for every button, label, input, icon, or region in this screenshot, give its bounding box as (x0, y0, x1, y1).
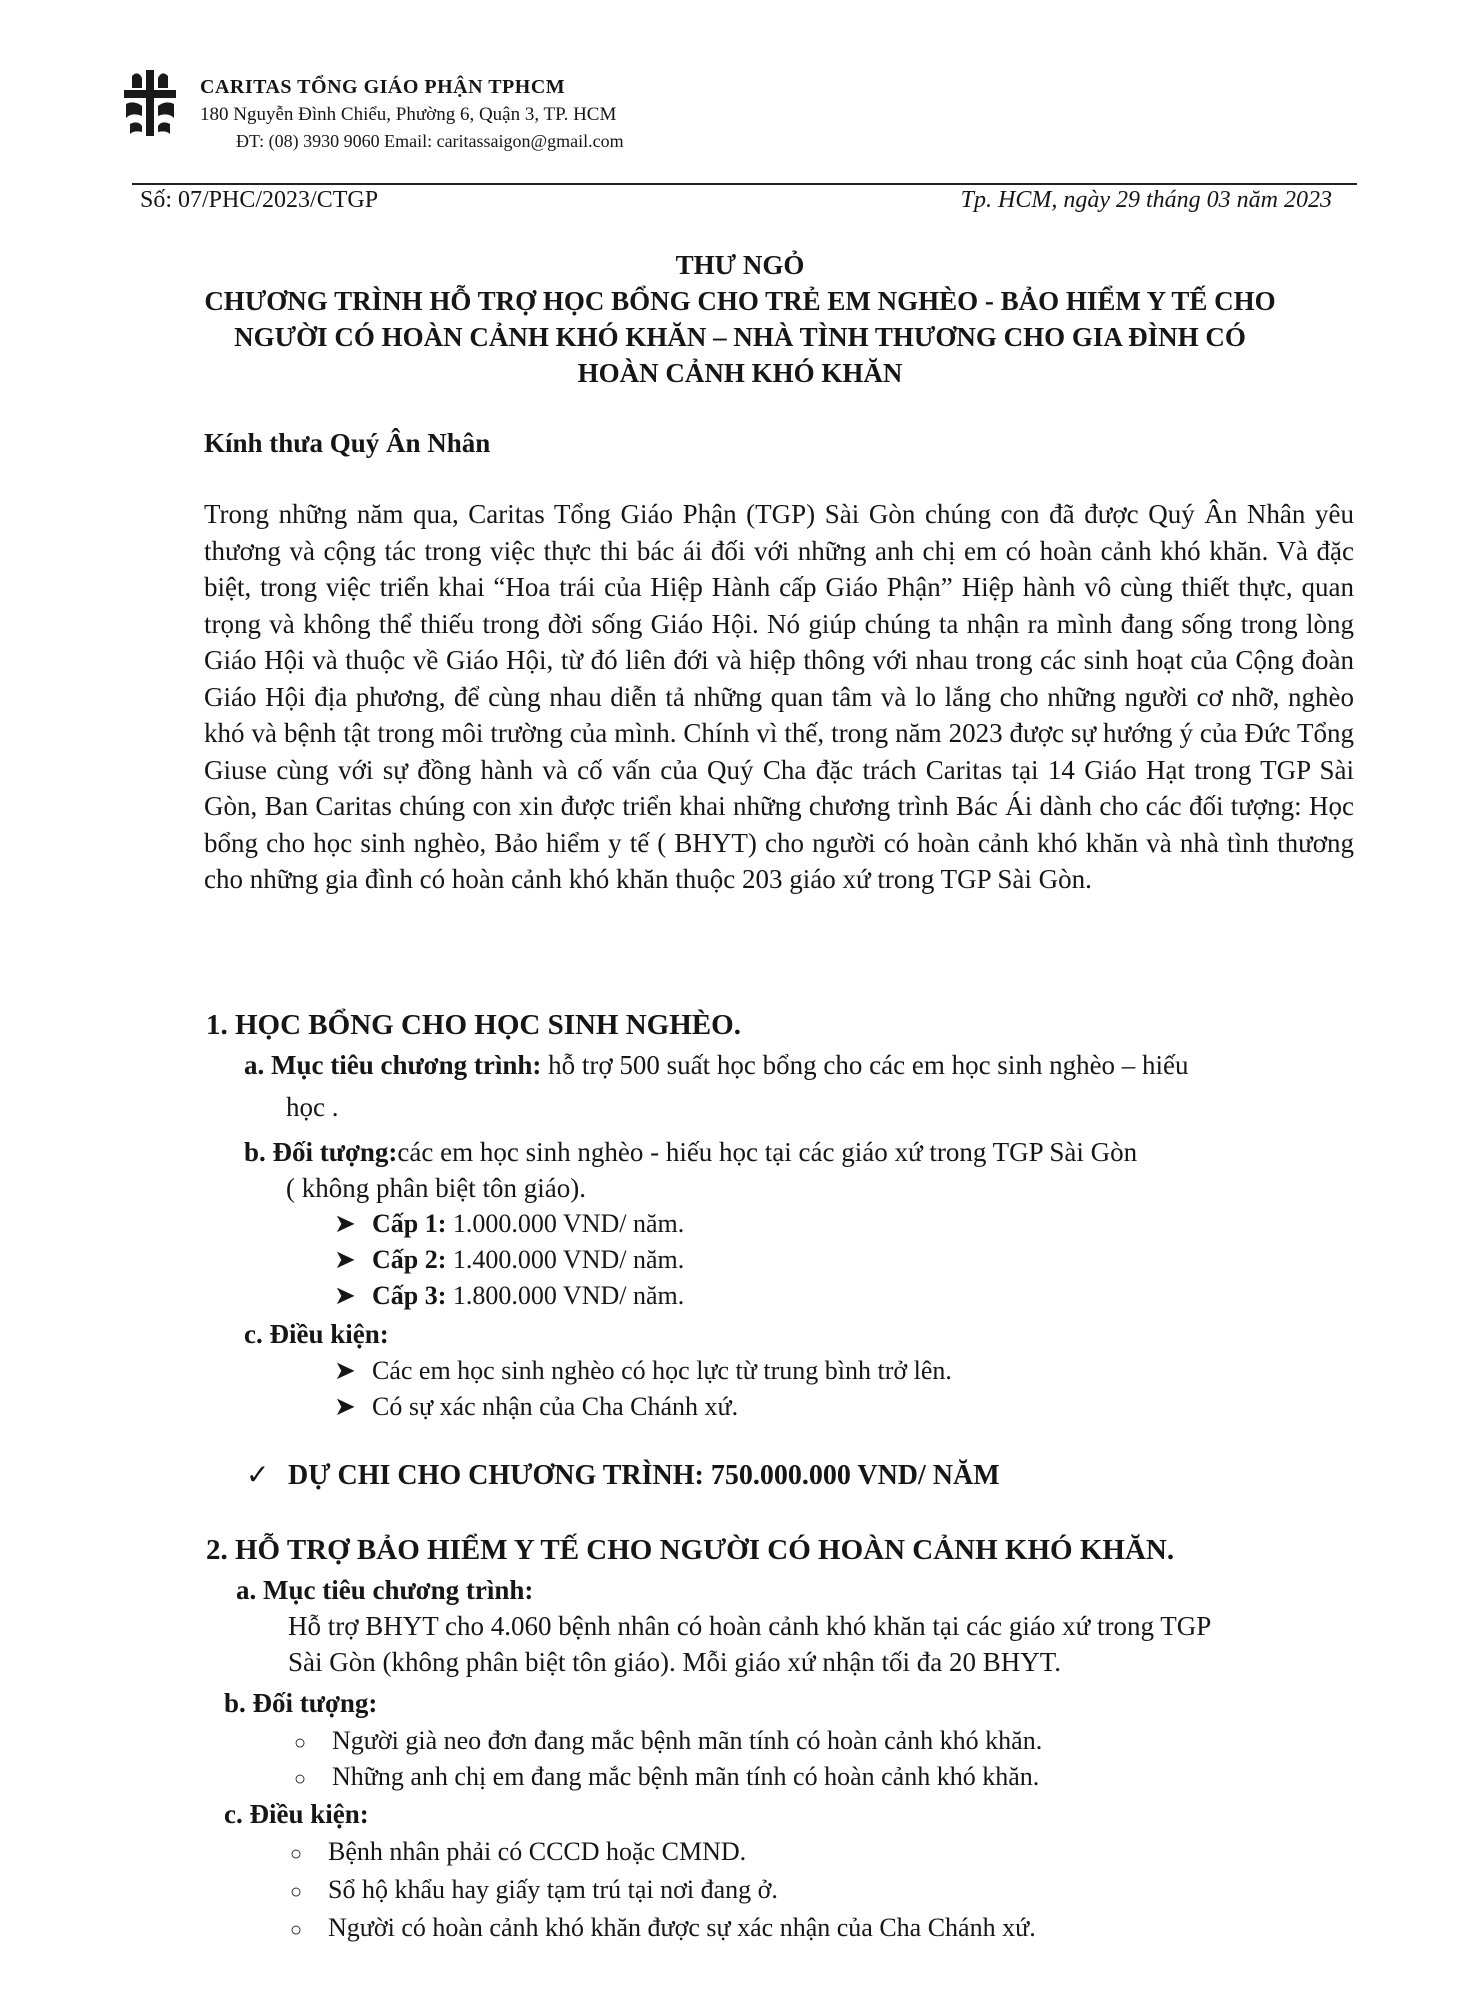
org-contact: ĐT: (08) 3930 9060 Email: caritassaigon@gmail.com (236, 131, 624, 151)
circle-bullet-icon: ○ (294, 1768, 307, 1790)
level-item: ➤ Cấp 3: 1.800.000 VND/ năm. (334, 1278, 684, 1314)
reference-number: Số: 07/PHC/2023/CTGP (140, 187, 379, 213)
circle-bullet-icon: ○ (290, 1919, 303, 1941)
level-item: ➤ Cấp 1: 1.000.000 VND/ năm. (334, 1206, 684, 1242)
arrow-bullet-icon: ➤ (334, 1281, 356, 1310)
section-1-conditions-label: c. Điều kiện: (244, 1319, 389, 1349)
section-2-heading: 2. HỖ TRỢ BẢO HIỂM Y TẾ CHO NGƯỜI CÓ HOÀN CẢNH KHÓ KHĂN. (206, 1534, 1175, 1566)
section-1-goal-text-cont: học . (286, 1092, 339, 1122)
org-name: CARITAS TỔNG GIÁO PHẬN TPHCM (200, 76, 566, 98)
letter-title (100, 247, 1380, 391)
title-line-4: HOÀN CẢNH KHÓ KHĂN (577, 358, 903, 388)
condition-item: ○ Bệnh nhân phải có CCCD hoặc CMND. (290, 1834, 746, 1872)
section-1-target (244, 1134, 1137, 1170)
section-1-budget: ✓ DỰ CHI CHO CHƯƠNG TRÌNH: 750.000.000 VND/ NĂM (246, 1460, 1000, 1491)
title-line-1: THƯ NGỎ (675, 250, 805, 280)
arrow-bullet-icon: ➤ (334, 1356, 356, 1385)
section-1-target-text-cont: ( không phân biệt tôn giáo). (286, 1173, 586, 1203)
circle-bullet-icon: ○ (294, 1732, 307, 1754)
section-2-conditions-label: c. Điều kiện: (224, 1799, 369, 1829)
arrow-bullet-icon: ➤ (334, 1392, 356, 1421)
section-1-goal (244, 1047, 1189, 1083)
greeting: Kính thưa Quý Ân Nhân (204, 428, 491, 458)
header-divider (132, 183, 1357, 185)
circle-bullet-icon: ○ (290, 1881, 303, 1903)
title-line-2: CHƯƠNG TRÌNH HỖ TRỢ HỌC BỔNG CHO TRẺ EM NGHÈO - BẢO HIỂM Y TẾ CHO (204, 286, 1276, 316)
section-1-target-text: các em học sinh nghèo - hiếu học tại các giáo xứ trong TGP Sài Gòn (397, 1137, 1138, 1167)
title-line-3: NGƯỜI CÓ HOÀN CẢNH KHÓ KHĂN – NHÀ TÌNH THƯƠNG CHO GIA ĐÌNH CÓ (234, 322, 1246, 352)
org-address: 180 Nguyễn Đình Chiểu, Phường 6, Quận 3, TP. HCM (200, 104, 617, 125)
section-1-goal-label: a. Mục tiêu chương trình: (244, 1050, 542, 1080)
letter-date: Tp. HCM, ngày 29 tháng 03 năm 2023 (960, 187, 1332, 213)
target-item: ○ Người già neo đơn đang mắc bệnh mãn tính có hoàn cảnh khó khăn. (294, 1723, 1042, 1761)
condition-item: ➤ Có sự xác nhận của Cha Chánh xứ. (334, 1389, 738, 1425)
intro-paragraph: Trong những năm qua, Caritas Tổng Giáo Phận (TGP) Sài Gòn chúng con đã được Quý Ân Nhân yêu thương và cộng tác trong việc thực thi bác ái đối với những anh chị em có hoàn cảnh khó khăn. Và đặc biệt, trong việc triển khai “Hoa trái của Hiệp Hành cấp Giáo Phận” Hiệp hành vô cùng thiết thực, quan trọng và không thể thiếu trong đời sống Giáo Hội. Nó giúp chúng ta nhận ra mình đang sống trong lòng Giáo Hội và thuộc về Giáo Hội, từ đó liên đới và hiệp thông với nhau trong các sinh hoạt của Cộng đoàn Giáo Hội địa phương, để cùng nhau diễn tả những quan tâm và lo lắng cho những người cơ nhỡ, nghèo khó và bệnh tật trong môi trường của mình. Chính vì thế, trong năm 2023 được sự hướng ý của Đức Tổng Giuse cùng với sự đồng hành và cố vấn của Quý Cha đặc trách Caritas tại 14 Giáo Hạt trong TGP Sài Gòn, Ban Caritas chúng con xin được triển khai những chương trình Bác Ái dành cho các đối tượng: Học bổng cho học sinh nghèo, Bảo hiểm y tế ( BHYT) cho người có hoàn cảnh khó khăn và nhà tình thương cho những gia đình có hoàn cảnh khó khăn thuộc 203 giáo xứ trong TGP Sài Gòn. (204, 499, 1354, 894)
checkmark-icon: ✓ (246, 1460, 270, 1491)
organization-header (200, 74, 624, 155)
circle-bullet-icon: ○ (290, 1843, 303, 1865)
condition-item: ○ Người có hoàn cảnh khó khăn được sự xác nhận của Cha Chánh xứ. (290, 1910, 1036, 1948)
condition-item: ○ Sổ hộ khẩu hay giấy tạm trú tại nơi đang ở. (290, 1872, 778, 1910)
section-2-goal-text-cont: Sài Gòn (không phân biệt tôn giáo). Mỗi giáo xứ nhận tối đa 20 BHYT. (288, 1647, 1062, 1677)
target-item: ○ Những anh chị em đang mắc bệnh mãn tính có hoàn cảnh khó khăn. (294, 1759, 1039, 1797)
section-2-goal-label: a. Mục tiêu chương trình: (236, 1575, 534, 1605)
caritas-cross-logo-icon (120, 68, 180, 138)
section-1-heading: 1. HỌC BỔNG CHO HỌC SINH NGHÈO. (206, 1009, 741, 1041)
section-2-goal-text: Hỗ trợ BHYT cho 4.060 bệnh nhân có hoàn cảnh khó khăn tại các giáo xứ trong TGP (288, 1611, 1212, 1641)
section-1-goal-text: hỗ trợ 500 suất học bổng cho các em học sinh nghèo – hiếu (541, 1050, 1189, 1080)
section-1-target-label: b. Đối tượng: (244, 1137, 398, 1167)
section-2-target-label: b. Đối tượng: (224, 1688, 378, 1718)
level-item: ➤ Cấp 2: 1.400.000 VND/ năm. (334, 1242, 684, 1278)
arrow-bullet-icon: ➤ (334, 1209, 356, 1238)
arrow-bullet-icon: ➤ (334, 1245, 356, 1274)
condition-item: ➤ Các em học sinh nghèo có học lực từ trung bình trở lên. (334, 1353, 952, 1389)
